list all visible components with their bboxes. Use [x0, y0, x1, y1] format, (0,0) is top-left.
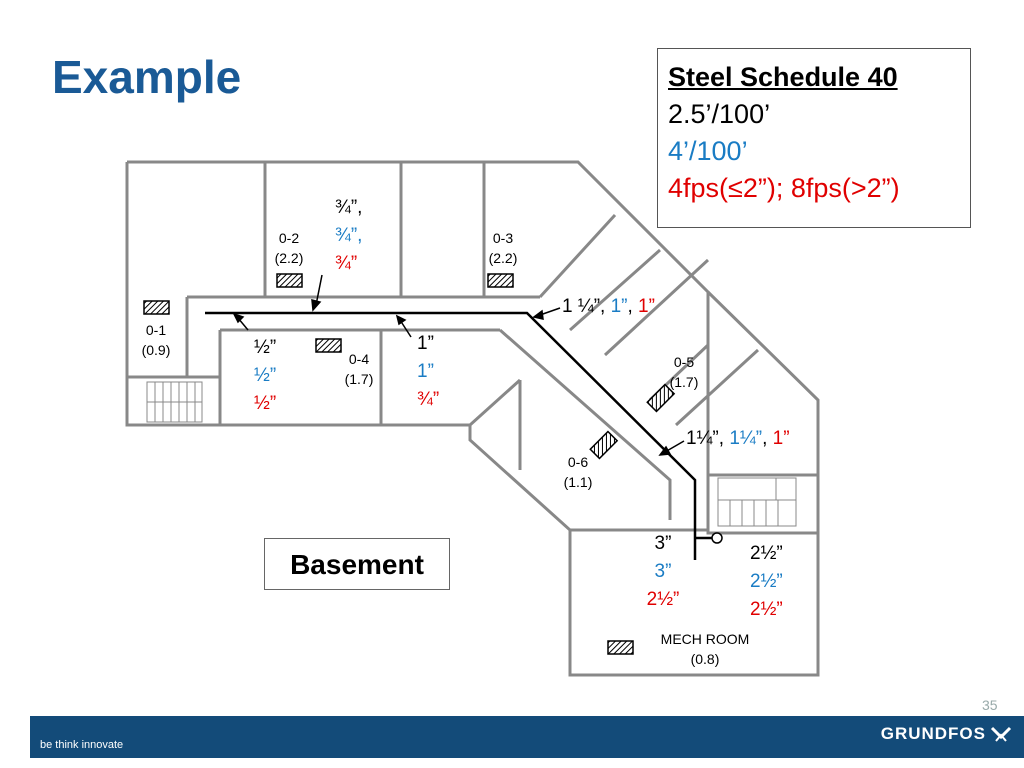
pipe-size-mech-out: [750, 540, 783, 624]
size-copper: ¾”,: [335, 225, 363, 246]
size-velocity: 2½”: [646, 589, 680, 610]
pipe-size-0-4: [417, 330, 439, 414]
stairs-right: [718, 478, 796, 526]
radiator-0-1: [144, 301, 169, 314]
room-load: (1.7): [344, 371, 374, 387]
logo-text: GRUNDFOS: [880, 724, 986, 743]
outer-wall: [127, 162, 818, 675]
size-copper: 1¼”: [729, 428, 763, 449]
room-load: (0.8): [690, 651, 720, 667]
size-velocity: ½”: [254, 393, 277, 414]
main-pipe: [205, 313, 713, 560]
room-load: (1.7): [669, 374, 699, 390]
footer-bar: [30, 716, 1024, 758]
legend-line-1: 2.5’/100’: [668, 99, 771, 129]
size-copper: 2½”: [750, 571, 783, 592]
room-name: 0-5: [673, 354, 695, 370]
size-velocity: ¾”: [417, 389, 440, 410]
room-0-5-label: [660, 352, 708, 392]
size-copper: ½”: [254, 365, 277, 386]
page-number: 35: [982, 697, 998, 713]
size-steel: 3”: [654, 533, 672, 554]
room-name: 0-2: [278, 230, 300, 246]
room-load: (1.1): [563, 474, 593, 490]
room-name: 0-4: [348, 351, 370, 367]
size-steel: 2½”: [750, 543, 783, 564]
legend-heading: Steel Schedule 40: [668, 62, 898, 92]
room-load: (2.2): [488, 250, 518, 266]
wall: [470, 380, 520, 425]
size-copper: 1”: [610, 296, 628, 317]
room-load: (2.2): [274, 250, 304, 266]
pump-icon: [712, 533, 722, 543]
size-velocity: 1”: [772, 428, 790, 449]
size-steel: ¾”,: [335, 197, 363, 218]
room-load: (0.9): [141, 342, 171, 358]
room-name: 0-1: [145, 322, 167, 338]
radiator-0-3: [488, 274, 513, 287]
size-copper: 3”: [654, 561, 672, 582]
pipe-size-0-1: [254, 334, 276, 418]
size-steel: 1¼”,: [686, 428, 730, 449]
size-steel: 1”: [417, 333, 434, 354]
walls: [127, 162, 818, 675]
pipe-size-main-b: [686, 425, 790, 453]
room-0-4-label: [335, 349, 383, 389]
radiator-mech: [608, 641, 633, 654]
pipe-size-main-a: [562, 293, 655, 321]
room-name: 0-3: [492, 230, 514, 246]
pipe-size-mech-in: [642, 530, 684, 614]
size-velocity: 1”: [638, 296, 655, 317]
radiator-0-2: [277, 274, 302, 287]
size-velocity: ¾”: [335, 253, 358, 274]
wall: [708, 292, 818, 533]
size-steel: ½”: [254, 337, 277, 358]
pipe-size-0-2: [335, 194, 362, 278]
legend-line-2: 4’/100’: [668, 136, 748, 166]
room-name: 0-6: [567, 454, 589, 470]
room-0-2-label: [265, 228, 313, 268]
room-0-3-label: [479, 228, 527, 268]
basement-label: Basement: [264, 538, 450, 590]
legend-line-3: 4fps(≤2”); 8fps(>2”): [668, 173, 900, 203]
separator: ,: [627, 296, 639, 317]
slide-title: Example: [52, 51, 242, 103]
logo-mark-icon: [990, 725, 1012, 743]
wall: [540, 215, 615, 297]
room-0-6-label: [554, 452, 602, 492]
room-name: MECH ROOM: [660, 631, 750, 647]
footer-tagline: be think innovate: [40, 739, 124, 751]
size-copper: 1”: [417, 361, 434, 382]
room-0-1-label: [132, 320, 180, 360]
separator: ,: [762, 428, 773, 449]
size-steel: 1 ¼”,: [562, 296, 611, 317]
mech-room-label: [640, 629, 770, 669]
size-velocity: 2½”: [750, 599, 783, 620]
stairs-left: [147, 382, 202, 422]
grundfos-logo: [881, 724, 1012, 744]
